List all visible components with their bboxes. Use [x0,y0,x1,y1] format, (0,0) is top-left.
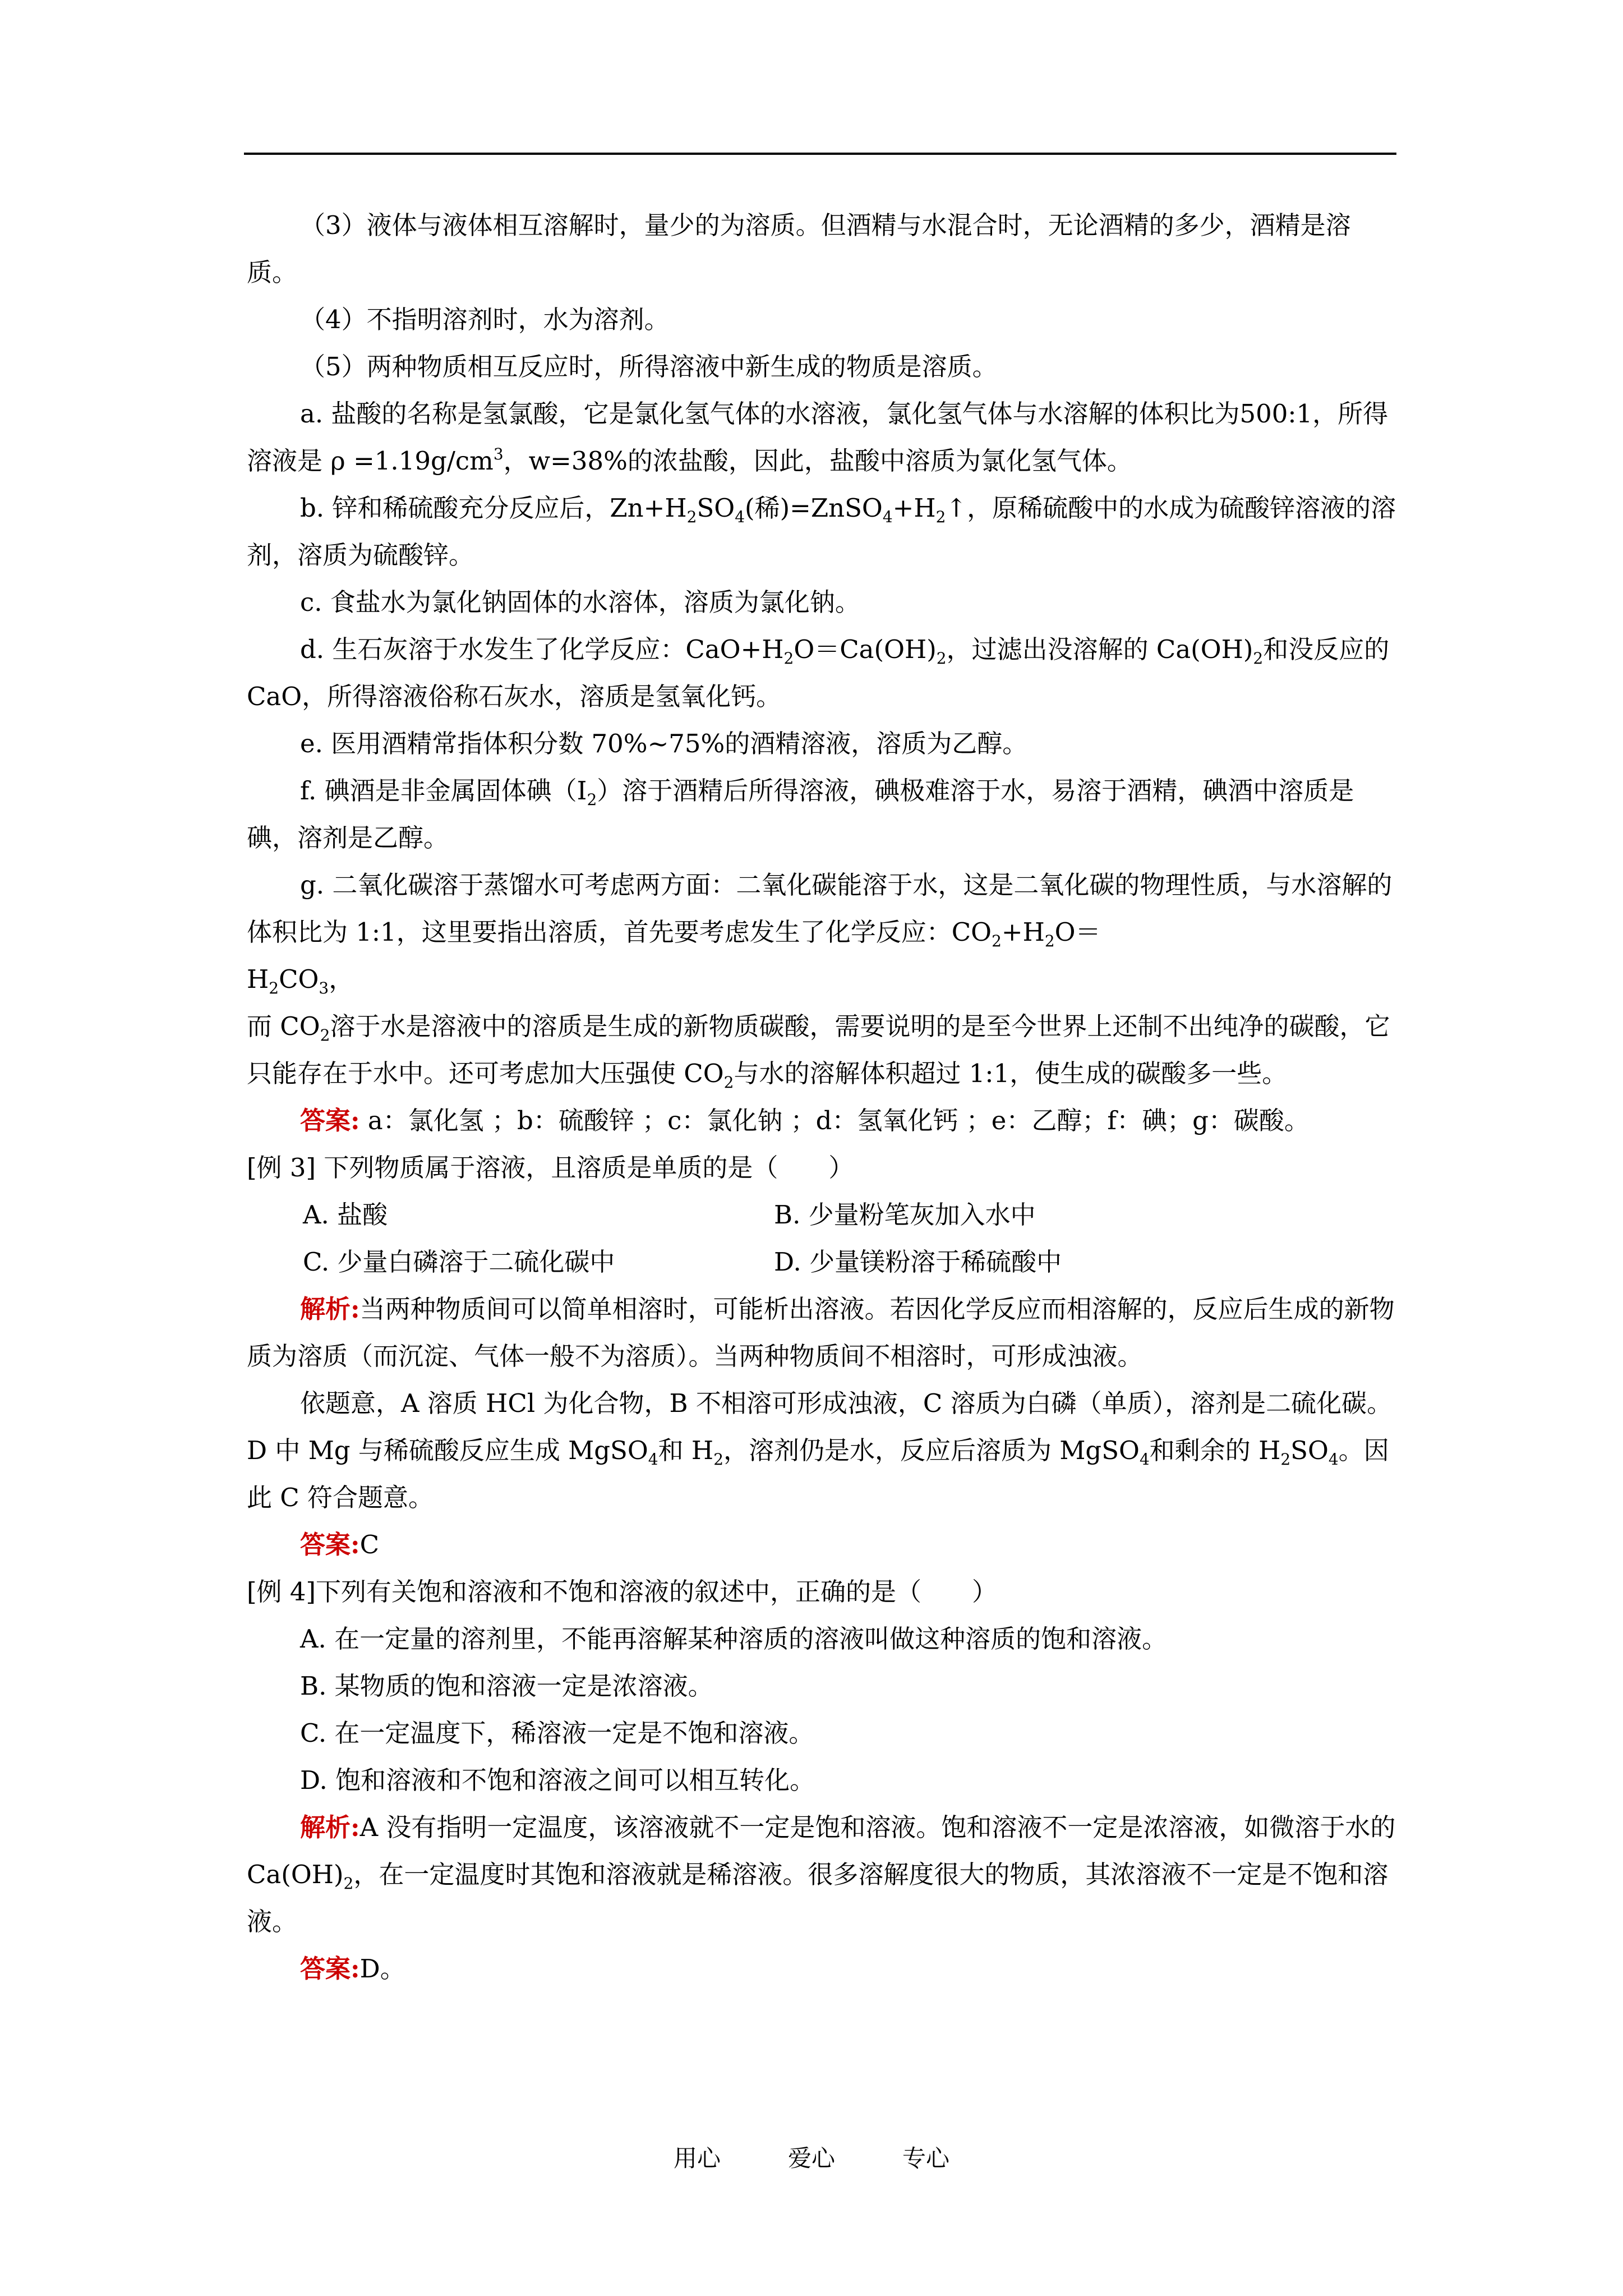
page-footer [0,2140,1623,2174]
footer-word-1: 用心 [673,2145,721,2172]
paragraph-5: （5）两种物质相互反应时，所得溶液中新生成的物质是溶质。 [300,352,998,381]
option-b: B. 某物质的饱和溶液一定是浓溶液。 [300,1671,713,1701]
footer-word-3: 专心 [902,2145,950,2172]
footer-word-2: 爱心 [787,2145,835,2172]
item-c: c. 食盐水为氯化钠固体的水溶体，溶质为氯化钠。 [300,587,860,617]
example-3-question: [例 3] 下列物质属于溶液，且溶质是单质的是（ ） [247,1153,854,1182]
answer-1: 答案: a：氯化氢 ；b：硫酸锌 ；c：氯化钠 ；d：氢氧化钙 ；e：乙醇；f：碘；g：碳酸。 [300,1106,1310,1135]
option-d: D. 少量镁粉溶于稀硫酸中 [774,1247,1062,1277]
example-3-options-row-1 [247,1191,1396,1239]
solution-label: 解析: [300,1294,360,1324]
example-3-solution: 解析:当两种物质间可以简单相溶时，可能析出溶液。若因化学反应而相溶解的，反应后生成的新物质为溶质（而沉淀、气体一般不为溶质）。当两种物质间不相溶时，可形成浊液。 [247,1294,1395,1371]
example-3-answer: 答案:C [300,1530,380,1559]
item-e: e. 医用酒精常指体积分数 70%~75%的酒精溶液，溶质为乙醇。 [300,729,1028,758]
option-c: C. 在一定温度下，稀溶液一定是不饱和溶液。 [300,1718,814,1748]
example-3-options-row-2 [247,1239,1396,1286]
paragraph-3: （3）液体与液体相互溶解时，量少的为溶质。但酒精与水混合时，无论酒精的多少，酒精是溶质。 [247,210,1351,287]
item-g: g. 二氧化碳溶于蒸馏水可考虑两方面：二氧化碳能溶于水，这是二氧化碳的物理性质，与水溶解的体积比为 1:1，这里要指出溶质，首先要考虑发生了化学反应：$CO_2+H_2O=$ [247,870,1393,950]
option-a: A. 在一定量的溶剂里，不能再溶解某种溶质的溶液叫做这种溶质的饱和溶液。 [300,1624,1168,1654]
item-b: b. 锌和稀硫酸充分反应后，$Zn+H_2SO_4$(稀)$=ZnSO_4+H_2↑$，原稀硫酸中的水成为硫酸锌溶液的溶剂，溶质为硫酸锌。 [247,493,1396,570]
item-h: 而 $CO_2$溶于水是溶液中的溶质是生成的新物质碳酸，需要说明的是至今世界上还制不出纯净的碳酸，它只能存在于水中。还可考虑加大压强使 $CO_2$与水的溶解体积超过 1:1，使生成的碳酸多一些。 [247,1011,1390,1092]
answer-label: 答案: [300,1954,360,1984]
option-b: B. 少量粉笔灰加入水中 [774,1200,1036,1230]
solution-label: 解析: [300,1812,360,1842]
answer-label: 答案: [300,1530,360,1559]
option-d: D. 饱和溶液和不饱和溶液之间可以相互转化。 [300,1765,815,1795]
item-g-equation: $H_2CO_3$， [247,964,354,997]
example-4-question: [例 4]下列有关饱和溶液和不饱和溶液的叙述中，正确的是（ ） [247,1577,998,1607]
example-4-answer: 答案:D。 [300,1954,405,1984]
item-f: f. 碘酒是非金属固体碘$(I_2)$溶于酒精后所得溶液，碘极难溶于水，易溶于酒精，碘酒中溶质是碘，溶剂是乙醇。 [247,776,1354,853]
paragraph-4: （4）不指明溶剂时，水为溶剂。 [300,305,670,334]
header-rule [244,153,1396,155]
example-3-solution-2: 依题意，A 溶质 HCl 为化合物，B 不相溶可形成浊液，C 溶质为白磷（单质），溶剂是二硫化碳。D 中 Mg 与稀硫酸反应生成 MgSO$_4$和 $H_2$，溶剂仍是水，反应后溶质为 MgSO$_4$和剩余的 $H_2SO_4$。因此 C 符合题意。 [247,1388,1393,1512]
option-a: A. 盐酸 [303,1200,388,1230]
page-body [247,202,1396,1993]
item-d: d. 生石灰溶于水发生了化学反应：$CaO+H_2O=Ca(OH)_2$，过滤出没溶解的 $Ca(OH)_2$和没反应的 CaO，所得溶液俗称石灰水，溶质是氢氧化钙。 [247,634,1390,711]
example-4-solution: 解析:A 没有指明一定温度，该溶液就不一定是饱和溶液。饱和溶液不一定是浓溶液，如微溶于水的 $Ca(OH)_2$，在一定温度时其饱和溶液就是稀溶液。很多溶解度很大的物质，其浓溶液不一定是不饱和溶液。 [247,1812,1396,1936]
item-a: a. 盐酸的名称是氢氯酸，它是氯化氢气体的水溶液，氯化氢气体与水溶解的体积比为500:1，所得溶液是 $\rho =1.19g/cm^3$，w=38%的浓盐酸，因此，盐酸中溶质为氯化氢气体。 [247,399,1389,476]
option-c: C. 少量白磷溶于二硫化碳中 [303,1247,615,1277]
answer-label: 答案: [300,1106,360,1135]
